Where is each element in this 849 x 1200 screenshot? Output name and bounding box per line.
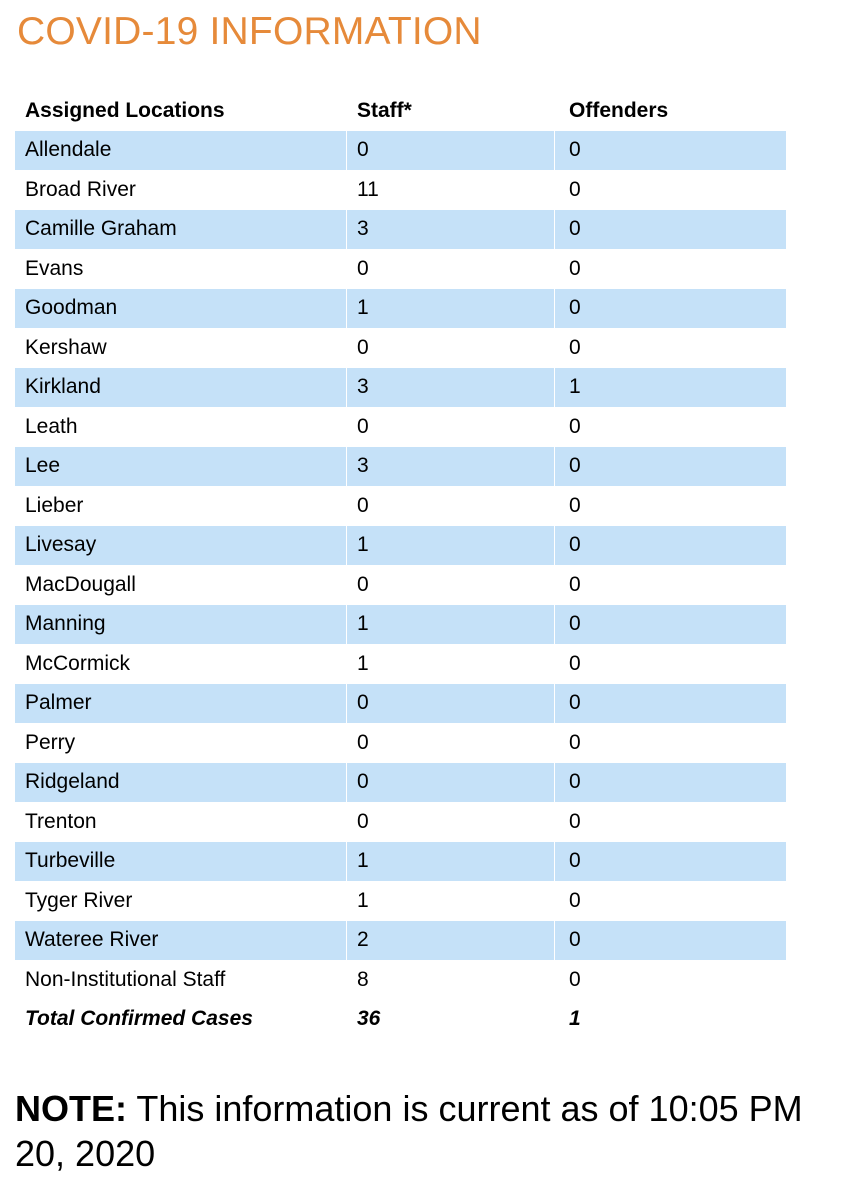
offenders-cell: 0 <box>554 684 786 724</box>
staff-cell: 0 <box>346 407 554 447</box>
location-cell: Kershaw <box>25 335 107 359</box>
table-row <box>15 486 786 526</box>
staff-cell: 1 <box>346 644 554 684</box>
offenders-cell: 0 <box>554 960 786 1000</box>
location-cell: Livesay <box>25 533 97 557</box>
offenders-cell: 1 <box>554 368 786 408</box>
location-cell: Broad River <box>25 177 136 201</box>
location-cell: Evans <box>25 256 84 280</box>
total-label: Total Confirmed Cases <box>25 1007 253 1031</box>
offenders-cell: 0 <box>554 802 786 842</box>
staff-cell: 1 <box>346 881 554 921</box>
location-cell: Ridgeland <box>25 770 120 794</box>
location-cell: MacDougall <box>25 572 136 596</box>
location-cell: Trenton <box>25 809 97 833</box>
location-cell: Non-Institutional Staff <box>25 967 226 991</box>
staff-cell: 3 <box>346 368 554 408</box>
table-row <box>15 921 786 961</box>
location-cell: Lieber <box>25 493 84 517</box>
offenders-cell: 0 <box>554 328 786 368</box>
offenders-cell: 0 <box>554 565 786 605</box>
note-label: NOTE: <box>15 1088 127 1129</box>
offenders-cell: 0 <box>554 723 786 763</box>
location-cell: Goodman <box>25 296 118 320</box>
offenders-cell: 0 <box>554 486 786 526</box>
offenders-cell: 0 <box>554 526 786 566</box>
staff-cell: 3 <box>346 447 554 487</box>
note-text <box>15 1086 849 1176</box>
offenders-cell: 0 <box>554 289 786 329</box>
table-row <box>15 210 786 250</box>
location-cell: Kirkland <box>25 375 101 399</box>
table-row <box>15 960 786 1000</box>
location-cell: Leath <box>25 414 78 438</box>
staff-cell: 0 <box>346 565 554 605</box>
note-line-2: 20, 2020 <box>15 1133 156 1174</box>
table-row <box>15 170 786 210</box>
header-assigned-locations: Assigned Locations <box>25 98 225 122</box>
total-staff: 36 <box>346 1000 554 1040</box>
table-row <box>15 605 786 645</box>
staff-cell: 0 <box>346 486 554 526</box>
offenders-cell: 0 <box>554 170 786 210</box>
staff-cell: 2 <box>346 921 554 961</box>
location-cell: Turbeville <box>25 849 116 873</box>
staff-cell: 1 <box>346 526 554 566</box>
note-body: This information is current as of 10:05 PM <box>127 1088 803 1129</box>
table-row <box>15 644 786 684</box>
staff-cell: 0 <box>346 328 554 368</box>
table-row <box>15 526 786 566</box>
location-cell: McCormick <box>25 651 130 675</box>
table-row <box>15 249 786 289</box>
table-row <box>15 328 786 368</box>
location-cell: Palmer <box>25 691 92 715</box>
offenders-cell: 0 <box>554 842 786 882</box>
table-header-row <box>15 91 786 131</box>
offenders-cell: 0 <box>554 921 786 961</box>
location-cell: Lee <box>25 454 61 478</box>
header-offenders: Offenders <box>554 91 786 131</box>
table-row <box>15 289 786 329</box>
staff-cell: 1 <box>346 289 554 329</box>
location-cell: Allendale <box>25 138 112 162</box>
table-row <box>15 802 786 842</box>
location-cell: Wateree River <box>25 928 159 952</box>
offenders-cell: 0 <box>554 763 786 803</box>
staff-cell: 0 <box>346 684 554 724</box>
offenders-cell: 0 <box>554 447 786 487</box>
location-cell: Perry <box>25 730 76 754</box>
offenders-cell: 0 <box>554 407 786 447</box>
offenders-cell: 0 <box>554 131 786 171</box>
table-row <box>15 881 786 921</box>
table-row <box>15 723 786 763</box>
staff-cell: 3 <box>346 210 554 250</box>
offenders-cell: 0 <box>554 881 786 921</box>
offenders-cell: 0 <box>554 249 786 289</box>
table-row <box>15 407 786 447</box>
staff-cell: 8 <box>346 960 554 1000</box>
offenders-cell: 0 <box>554 605 786 645</box>
location-cell: Camille Graham <box>25 217 177 241</box>
staff-cell: 11 <box>346 170 554 210</box>
header-staff: Staff* <box>346 91 554 131</box>
table-row <box>15 565 786 605</box>
location-cell: Tyger River <box>25 888 133 912</box>
table-row <box>15 763 786 803</box>
table-row <box>15 684 786 724</box>
staff-cell: 1 <box>346 842 554 882</box>
total-row <box>15 1000 786 1040</box>
total-offenders: 1 <box>554 1000 786 1040</box>
offenders-cell: 0 <box>554 644 786 684</box>
staff-cell: 0 <box>346 131 554 171</box>
staff-cell: 0 <box>346 249 554 289</box>
staff-cell: 0 <box>346 723 554 763</box>
staff-cell: 0 <box>346 802 554 842</box>
note-line-1 <box>15 1086 849 1131</box>
table-row <box>15 131 786 171</box>
table-row <box>15 368 786 408</box>
table-row <box>15 447 786 487</box>
location-cell: Manning <box>25 612 106 636</box>
cases-table <box>15 91 786 1039</box>
staff-cell: 0 <box>346 763 554 803</box>
staff-cell: 1 <box>346 605 554 645</box>
offenders-cell: 0 <box>554 210 786 250</box>
table-row <box>15 842 786 882</box>
page-title: COVID-19 INFORMATION <box>17 10 482 53</box>
